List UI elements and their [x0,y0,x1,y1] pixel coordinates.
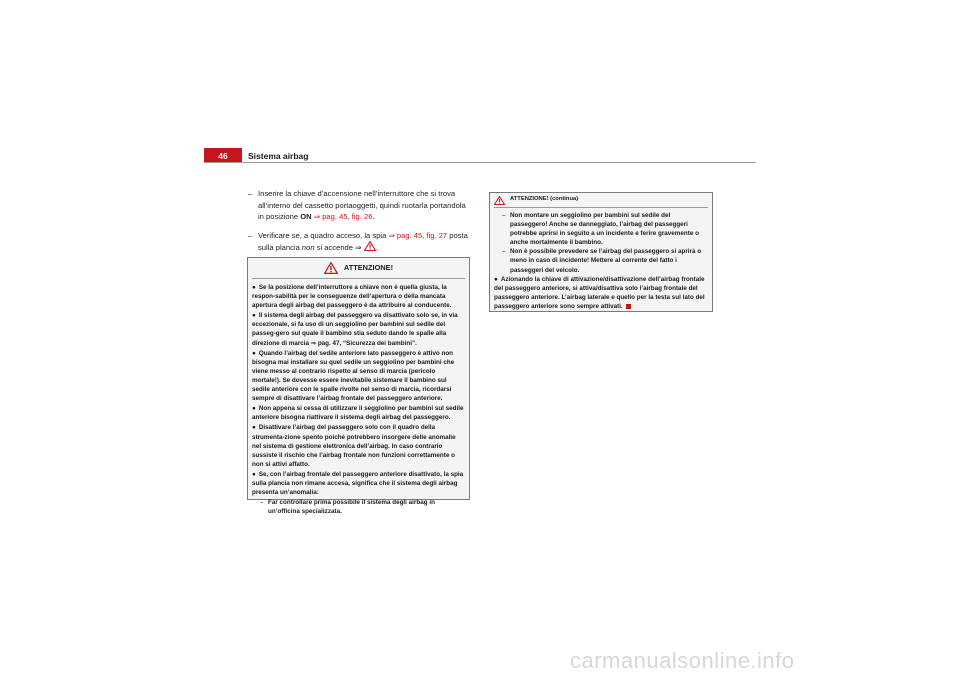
warning-bullet: ● Non appena si cessa di utilizzare il seggiolino per bambini sul sedile anteriore bisogna riattivare il sistema degli airbag del passeggero. [252,405,464,422]
page-header-title: Sistema airbag [248,150,309,161]
header-divider [204,162,756,163]
page-number: 46 [204,148,242,163]
step-dash: – [248,230,253,240]
page-reference-link[interactable]: ⇒ pag. 45, fig. 27 [388,230,448,240]
warning-icon [494,196,505,205]
section-end-icon [626,304,631,309]
warning-body [248,279,469,516]
warning-box-continued [489,192,713,312]
warning-body-continued [490,208,712,311]
instruction-steps [248,188,472,261]
warning-sub-item: – Non è possibile prevedere se l’airbag del passeggero si aprirà o meno in caso di incidente! Mettere al corrente del fatto i passeggeri del veicolo. [502,248,702,274]
step-2: – Verificare se, a quadro acceso, la spia ⇒ pag. 45, fig. 27 posta sulla plancia non si accende ⇒ . [248,230,468,252]
warning-bullet: ● Azionando la chiave di attivazione/disattivazione dell’airbag frontale del passeggero anteriore, si attiva/disattiva solo l’airbag frontale del passeggero anteriore. L’airbag laterale e quello per la testa sul lato del passeggero anteriore sono sempre attivati. [494,275,705,310]
watermark: carmanualsonline.info [570,648,795,673]
warning-bullet: ● Se, con l’airbag frontale del passeggero anteriore disattivato, la spia sulla plancia non rimane accesa, significa che il sistema degli airbag presenta un’anomalia: [252,470,464,497]
warning-bullet: ● Quando l’airbag del sedile anteriore lato passeggero è attivo non bisogna mai installare su quel sedile un seggiolino per bambini che viene messo al contrario rispetto al senso di marcia (pericolo mortale!). Se dovesse essere inevitabile sistemare il bambino sul sedile anteriore con le spalle rivolte nel senso di marcia, ricordarsi sempre di disattivare l’airbag frontale del passeggero anteriore. [252,349,455,403]
warning-icon[interactable] [364,241,376,251]
warning-icon [324,262,338,274]
warning-sub-item: – Non montare un seggiolino per bambini sul sedile del passeggero! Anche se danneggiato, l’airbag del passeggeri potrebbe aprirsi in seguito a un incidente e ferire gravemente o anche mortalmente il bambino. [502,212,699,247]
warning-bullet: ● Il sistema degli airbag del passeggero va disattivato solo se, in via eccezionale, si fa uso di un seggiolino per bambini sul sedile del passeg-gero sul quale il bambino stia seduto dando le spalle alla direzione di marcia ⇒ pag. 47, “Sicurezza dei bambini”. [252,312,458,347]
warning-bullet: ● Se la posizione dell’interruttore a chiave non è quella giusta, la respon-sabilità per le conseguenze dell’apertura o della mancata apertura degli airbag del passeggero è da attribuire al conducente. [252,284,452,310]
warning-box [247,257,470,516]
page-reference-link[interactable]: ⇒ pag. 45, fig. 26 [313,212,373,221]
warning-header [252,258,465,279]
step-dash: – [248,189,253,198]
warning-sub-item: – Far controllare prima possibile il sistema degli airbag in un’officina specializzata. [260,499,435,516]
warning-title-continued: ATTENZIONE! (continua) [510,196,579,203]
warning-bullet: ● Disattivare l’airbag del passeggero solo con il quadro della strumenta-zione spento poiché potrebbero insorgere delle anomalie nel sistema di gestione elettronica dell’airbag. In caso contrario sussiste il rischio che l’airbag frontale non funzioni correttamente o non si attivi affatto. [252,424,456,468]
warning-title: ATTENZIONE! [343,263,394,273]
step-1: – Inserire la chiave d’accensione nell’interruttore che si trova all’interno del cassetto portaoggetti, quindi ruotarla portandola in posizione ON ⇒ pag. 45, fig. 26. [248,189,466,221]
warning-header-continued [494,193,708,208]
